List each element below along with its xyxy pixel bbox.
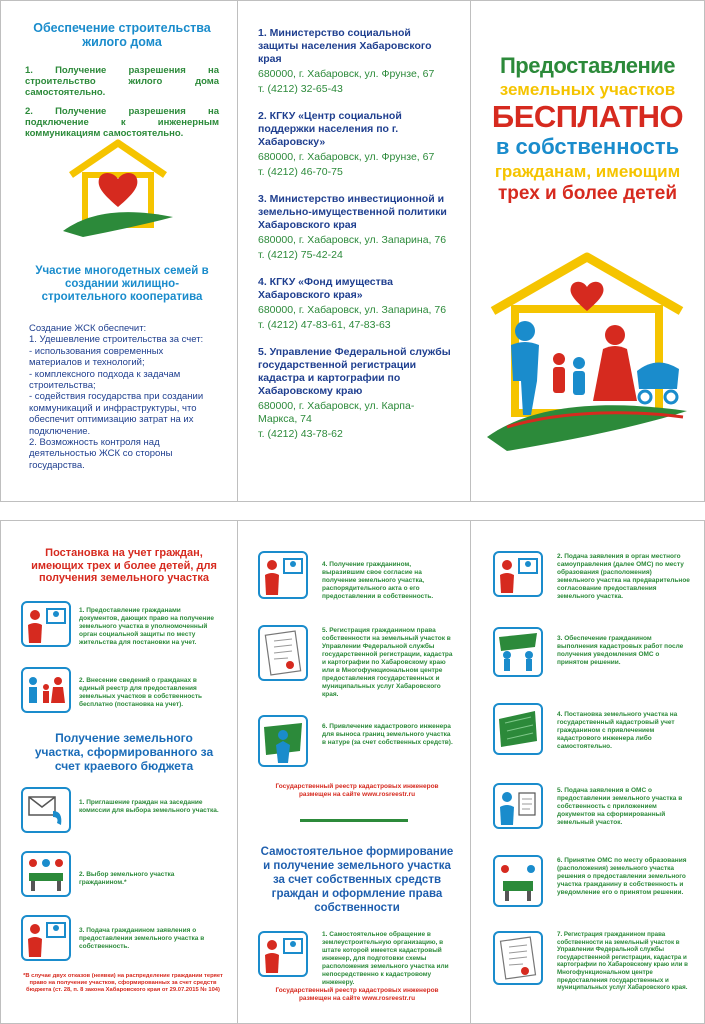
- documents-submit-icon: [493, 783, 543, 829]
- registry-note: Государственный реестр кадастровых инженеров размещен на сайте www.rosreestr.ru: [275, 987, 439, 1002]
- contact-phone: т. (4212) 32-65-43: [258, 83, 343, 95]
- envelope-phone-icon: [21, 787, 71, 833]
- brochure-inner-side: [0, 520, 705, 1024]
- regional-title: Получение земельного участка, сформированного за счет краевого бюджета: [34, 731, 214, 773]
- contact-block: [258, 110, 452, 179]
- contact-address: 680000, г. Хабаровск, ул. Запарина, 76: [258, 234, 447, 246]
- panel-steps-middle: [238, 521, 470, 1023]
- step-text: 1. Приглашение граждан на заседание комиссии для выбора земельного участка.: [79, 799, 219, 814]
- footnote: *В случае двух отказов (неявки) на распределение граждании теряет право на получение участков, сформированных за счет средств бюджета (ст. 28, п. 8 закона Хабаровского края от 29.07.2015 № 104): [23, 973, 223, 993]
- contact-block: [258, 346, 452, 441]
- cover-line-1: Предоставление: [499, 53, 676, 78]
- step-text: 2. Подача заявления в орган местного самоуправления (далее ОМС) по месту образования (расположения) земельного участка на предварительное согласование предоставления земельного участка.: [557, 553, 690, 600]
- section-divider: [300, 819, 408, 822]
- step-text: 5. Подача заявления в ОМС о предоставлении земельного участка в собственность с приложением документов на сформированный земельный участок.: [557, 787, 683, 826]
- panel-cover: [471, 1, 704, 501]
- document-submit-icon: [21, 601, 71, 647]
- cover-line-6: трех и более детей: [497, 183, 678, 204]
- cover-line-4: в собственность: [495, 134, 680, 159]
- step-text: 2. Выбор земельного участка гражданином.*: [79, 871, 175, 886]
- contact-block: [258, 27, 452, 96]
- panel-housing: [1, 1, 237, 501]
- step-text: 7. Регистрация гражданином права собственности на земельный участок в Управлении Федеральной службы государственной регистрации, кадастра и картографии по Хабаровскому краю или в Многофункциональном центре предоставления государственных и муниципальных услуг Хабаровского края.: [557, 931, 688, 992]
- land-plot-icon: [493, 703, 543, 755]
- coop-line: Создание ЖСК обеспечит:: [29, 323, 147, 334]
- coop-title: Участие многодетных семей в создании жилищно-строительного кооператива: [35, 265, 209, 303]
- family-house-illustration: [487, 251, 687, 451]
- contact-block: [258, 276, 452, 332]
- contact-phone: т. (4212) 46-70-75: [258, 166, 343, 178]
- panel-registration: [1, 521, 237, 1023]
- step-text: 6. Принятие ОМС по месту образования (расположения) земельного участка решения о предоставлении земельного участка гражданину в собственность и уведомление его о принятом решении.: [557, 857, 687, 896]
- contact-title: 5. Управление Федеральной службы государственной регистрации кадастра и картографии по Хабаровскому краю: [258, 346, 451, 397]
- housing-item: 2. Получение разрешения на подключение к инженерным коммуникациям самостоятельно.: [25, 106, 219, 139]
- contact-block: [258, 193, 452, 262]
- certificate-icon: [258, 625, 308, 681]
- cover-line-5: гражданам, имеющим: [494, 162, 681, 181]
- step-text: 1. Самостоятельное обращение в землеустроительную организацию, в штате которой имеется кадастровый инженер, для подготовки схемы расположения земельного участка или непосредственно к кадастровому инженеру.: [322, 931, 449, 986]
- oms-application-icon: [493, 551, 543, 597]
- step-text: 2. Внесение сведений о гражданах в единый реестр для предоставления земельных участков в собственность бесплатно (постановка на учет).: [79, 677, 203, 708]
- step-text: 5. Регистрация гражданином права собственности на земельный участок в Управлении Федеральной службы государственной регистрации, кадастра и картографии по Хабаровскому краю или в Многофункциональном центре предоставления государственных и муниципальных услуг Хабаровского края.: [322, 627, 453, 698]
- step-text: 4. Постановка земельного участка на государственный кадастровый учет гражданином с привлечением кадастрового инженера либо самостоятельно.: [557, 711, 678, 750]
- step-text: 4. Получение гражданином, выразившим свое согласие на получение земельного участка, распорядительного акта о его предоставлении в собственность.: [322, 561, 434, 600]
- step-text: 6. Привлечение кадастрового инженера для выноса границ земельного участка в натуре (за счет собственных средств).: [322, 723, 453, 746]
- coop-body: [29, 323, 217, 471]
- cadastral-works-icon: [493, 627, 543, 677]
- contact-address: 680000, г. Хабаровск, ул. Фрунзе, 67: [258, 68, 435, 80]
- step-text: 3. Обеспечение гражданином выполнения кадастровых работ после получения уведомления ОМС о принятом решении.: [557, 635, 684, 666]
- coop-line: - комплексного подхода к задачам строительства;: [29, 368, 181, 392]
- housing-list: [25, 65, 219, 139]
- contact-address: 680000, г. Хабаровск, ул. Карпа-Маркса, 74: [258, 400, 415, 425]
- self-formation-title: Самостоятельное формирование и получение земельного участка за счет собственных средств граждан и оформление права собственности: [260, 846, 454, 914]
- panel-steps-right: [471, 521, 704, 1023]
- contact-title: 3. Министерство инвестиционной и земельно-имущественной политики Хабаровского края: [258, 193, 447, 231]
- contact-title: 4. КГКУ «Фонд имущества Хабаровского края»: [258, 276, 393, 301]
- contact-phone: т. (4212) 47-83-61, 47-83-63: [258, 319, 391, 331]
- cover-line-3: БЕСПЛАТНО: [491, 99, 684, 134]
- engineer-icon: [258, 931, 308, 977]
- coop-line: - содействия государства при создании коммуникаций и инфраструктуры, что обеспечит оптимизацию затрат на их подключение.: [29, 391, 204, 437]
- family-register-icon: [21, 667, 71, 713]
- contact-address: 680000, г. Хабаровск, ул. Фрунзе, 67: [258, 151, 435, 163]
- coop-line: - использования современных материалов и технологий;: [29, 345, 164, 369]
- meeting-icon: [21, 851, 71, 897]
- application-icon: [21, 915, 71, 961]
- brochure-outer-side: [0, 0, 705, 502]
- contact-phone: т. (4212) 75-42-24: [258, 249, 343, 261]
- contact-phone: т. (4212) 43-78-62: [258, 428, 343, 440]
- house-heart-logo: [63, 139, 173, 239]
- step-text: 1. Предоставление гражданами документов, дающих право на получение земельного участка в уполномоченный орган социальной защиты по месту жительства для постановки на учет.: [79, 607, 214, 646]
- registry-note: Государственный реестр кадастровых инженеров размещен на сайте www.rosreestr.ru: [275, 783, 439, 798]
- registration-title: Постановка на учет граждан, имеющих трех и более детей, для получения земельного участка: [31, 547, 217, 584]
- cover-line-2: земельных участков: [499, 80, 676, 99]
- housing-item: 1. Получение разрешения на строительство жилого дома самостоятельно.: [25, 65, 219, 98]
- contact-address: 680000, г. Хабаровск, ул. Запарина, 76: [258, 304, 447, 316]
- property-registration-icon: [493, 931, 543, 985]
- panel-contacts: [238, 1, 470, 501]
- surveyor-icon: [258, 715, 308, 767]
- contact-title: 1. Министерство социальной защиты населения Хабаровского края: [258, 27, 432, 65]
- decision-meeting-icon: [493, 855, 543, 907]
- coop-line: 1. Удешевление строительства за счет:: [29, 334, 204, 346]
- decision-icon: [258, 551, 308, 599]
- coop-line: 2. Возможность контроля над деятельностью ЖСК со стороны государства.: [29, 437, 173, 471]
- panel-housing-title: Обеспечение строительства жилого дома: [33, 21, 211, 49]
- contact-title: 2. КГКУ «Центр социальной поддержки населения по г. Хабаровску»: [258, 110, 402, 148]
- step-text: 3. Подача гражданином заявления о предоставлении земельного участка в собственность.: [79, 927, 205, 950]
